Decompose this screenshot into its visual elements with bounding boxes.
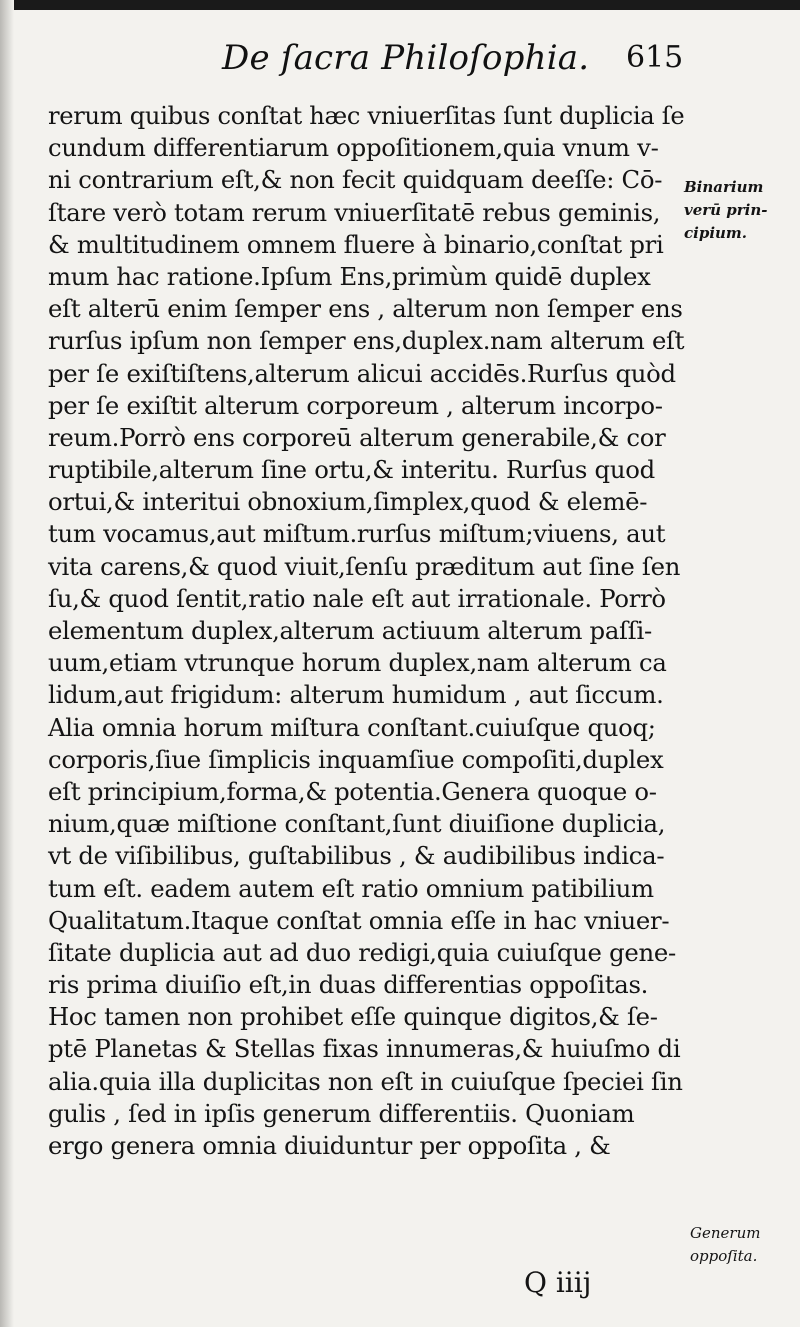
text-line: Alia omnia horum miſtura conſtant.cuiuſque quoq;	[48, 712, 656, 742]
marginal-note-line: verū prin-	[684, 201, 768, 219]
text-line: ruptibile,alterum ſine ortu,& interitu. Rurſus quod	[48, 455, 655, 485]
text-line: & multitudinem omnem fluere à binario,conſtat pri	[48, 229, 664, 259]
text-line: eſt alterū enim ſemper ens , alterum non ſemper ens	[48, 294, 683, 324]
text-line: cundum differentiarum oppoſitionem,quia vnum v-	[48, 133, 659, 163]
text-line: reum.Porrò ens corporeū alterum generabile,& cor	[48, 422, 666, 452]
text-line: per ſe exiſtit alterum corporeum , alterum incorpo-	[48, 390, 663, 420]
text-line: vita carens,& quod viuit,ſenſu præditum aut ſine ſen	[48, 551, 681, 581]
text-line: ergo genera omnia diuiduntur per oppoſita , &	[48, 1131, 611, 1160]
text-line: gulis , ſed in ipſis generum differentiis. Quoniam	[48, 1098, 635, 1128]
text-line: vt de viſibilibus, guſtabilibus , & audibilibus indica-	[48, 841, 665, 871]
text-line: mum hac ratione.Ipſum Ens,primùm quidē duplex	[48, 261, 651, 291]
text-line: ris prima diuiſio eſt,in duas differentias oppoſitas.	[48, 970, 649, 1000]
text-line: rerum quibus conſtat hæc vniuerſitas ſunt duplicia ſe	[48, 101, 685, 130]
text-line: rurſus ipſum non ſemper ens,duplex.nam alterum eſt	[48, 326, 685, 356]
gutter-shadow	[0, 0, 14, 1327]
text-line: eſt principium,forma,& potentia.Genera quoque o-	[48, 776, 657, 806]
text-line: Qualitatum.Itaque conſtat omnia eſſe in hac vniuer-	[48, 905, 670, 935]
running-head-title: De ſacra Philoſophia.	[222, 38, 590, 78]
marginal-note-binarium	[684, 176, 794, 245]
text-line: ſtare verò totam rerum vniuerſitatē rebus geminis,	[48, 197, 661, 227]
text-line: tum vocamus,aut miſtum.rurſus miſtum;viuens, aut	[48, 519, 666, 549]
page-number: 615	[626, 40, 684, 75]
text-line: nium,quæ miſtione conſtant,ſunt diuiſione duplicia,	[48, 809, 666, 839]
marginal-note-line: Binarium	[684, 178, 764, 196]
text-line: ſu,& quod ſentit,ratio nale eſt aut irrationale. Porrò	[48, 583, 666, 613]
marginal-note-line: oppoſita.	[690, 1247, 758, 1265]
text-line: Hoc tamen non prohibet eſſe quinque digitos,& ſe-	[48, 1002, 658, 1032]
running-head	[0, 38, 800, 98]
text-line: ni contrarium eſt,& non fecit quidquam deeſſe: Cō-	[48, 165, 663, 195]
text-line: lidum,aut frigidum: alterum humidum , aut ſiccum.	[48, 680, 664, 710]
marginal-note-line: cipium.	[684, 224, 748, 242]
text-line: ſitate duplicia aut ad duo redigi,quia cuiuſque gene-	[48, 937, 676, 967]
text-line: uum,etiam vtrunque horum duplex,nam alterum ca	[48, 648, 667, 678]
text-line: elementum duplex,alterum actiuum alterum paſſi-	[48, 616, 652, 645]
text-line: ptē Planetas & Stellas fixas innumeras,& huiuſmo di	[48, 1034, 681, 1064]
page-top-edge	[0, 0, 800, 10]
marginal-note-generum	[690, 1222, 800, 1268]
marginal-note-line: Generum	[690, 1224, 761, 1242]
text-line: alia.quia illa duplicitas non eſt in cuiuſque ſpeciei ſin	[48, 1066, 683, 1096]
signature-mark: Q iiij	[524, 1266, 592, 1299]
text-line: per ſe exiſtiſtens,alterum alicui accidēs.Rurſus quòd	[48, 358, 676, 388]
text-line: corporis,ſiue ſimplicis inquamſiue compoſiti,duplex	[48, 744, 664, 774]
body-text	[48, 100, 688, 1162]
text-line: tum eſt. eadem autem eſt ratio omnium patibilium	[48, 873, 654, 903]
text-line: ortui,& interitui obnoxium,ſimplex,quod & elemē-	[48, 487, 648, 517]
